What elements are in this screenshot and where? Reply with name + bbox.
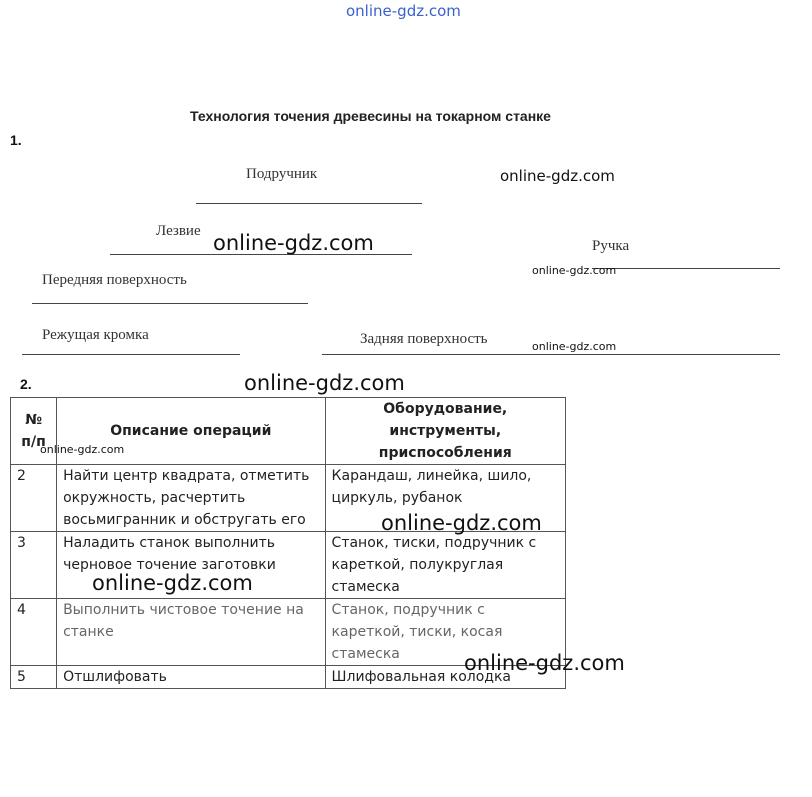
cell-number: 2 <box>11 465 57 532</box>
answer-line <box>22 354 240 355</box>
label-rezhushchaya: Режущая кромка <box>42 327 149 343</box>
header-number: № п/п <box>11 398 57 465</box>
watermark: online-gdz.com <box>532 340 617 353</box>
cell-operation: Найти центр квадрата, отметить окружность, расчертить восьмигранник и обстругать его <box>57 465 325 532</box>
section-number-1: 1. <box>10 132 22 148</box>
answer-line <box>592 268 780 269</box>
cell-number: 3 <box>11 532 57 599</box>
watermark: online-gdz.com <box>532 264 617 277</box>
cell-number: 4 <box>11 599 57 666</box>
watermark: online-gdz.com <box>40 443 125 456</box>
cell-number: 5 <box>11 666 57 689</box>
label-podruchnik: Подручник <box>246 166 318 182</box>
answer-line <box>32 303 308 304</box>
answer-line <box>322 354 780 355</box>
watermark: online-gdz.com <box>92 571 253 595</box>
answer-line <box>196 203 422 204</box>
label-perednyaya: Передняя поверхность <box>42 272 187 288</box>
page-title: Технология точения древесины на токарном станке <box>190 108 551 124</box>
operations-table <box>10 397 566 689</box>
site-watermark-top: online-gdz.com <box>346 2 461 20</box>
header-operation: Описание операций <box>57 398 325 465</box>
cell-operation: Наладить станок выполнить черновое точение заготовки <box>57 532 325 599</box>
label-lezvie: Лезвие <box>156 223 201 239</box>
cell-equipment: Шлифовальная колодка <box>325 666 565 689</box>
header-equipment: Оборудование, инструменты, приспособления <box>325 398 565 465</box>
watermark: online-gdz.com <box>244 371 405 395</box>
cell-equipment: Станок, подручник с кареткой, тиски, косая стамеска <box>325 599 565 666</box>
cell-operation: Отшлифовать <box>57 666 325 689</box>
cell-equipment: Карандаш, линейка, шило, циркуль, рубанок <box>325 465 565 532</box>
watermark: online-gdz.com <box>213 231 374 255</box>
label-ruchka: Ручка <box>592 238 630 254</box>
cell-equipment: Станок, тиски, подручник с кареткой, полукруглая стамеска <box>325 532 565 599</box>
label-zadnyaya: Задняя поверхность <box>360 331 488 347</box>
watermark: online-gdz.com <box>500 167 615 185</box>
watermark: online-gdz.com <box>464 651 625 675</box>
section-number-2: 2. <box>20 376 32 392</box>
watermark: online-gdz.com <box>381 511 542 535</box>
cell-operation: Выполнить чистовое точение на станке <box>57 599 325 666</box>
